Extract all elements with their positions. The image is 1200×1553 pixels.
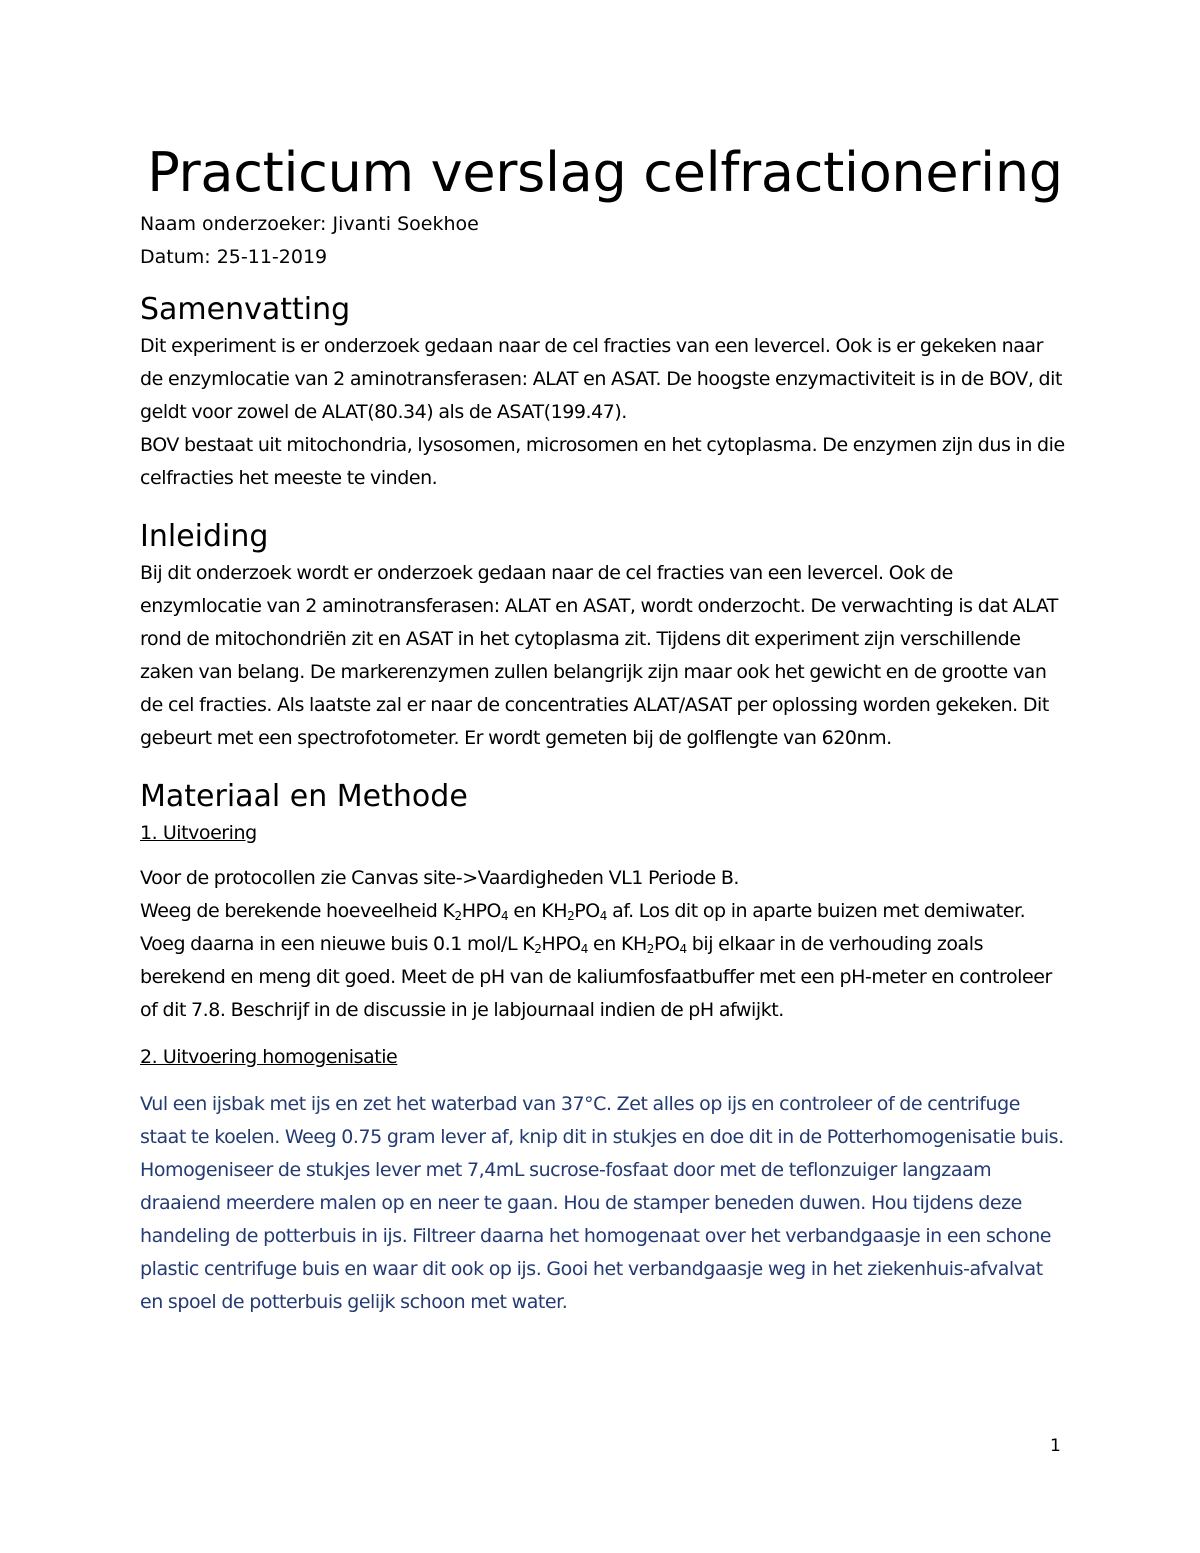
subheading-uitvoering-homogenisatie: 2. Uitvoering homogenisatie [140,1046,398,1068]
buffer-text-c: en KH [508,900,568,922]
samenvatting-paragraph-2: BOV bestaat uit mitochondria, lysosomen, microsomen en het cytoplasma. De enzymen zijn dus in die celfracties het meeste te vinden. [140,434,1065,489]
buffer-text-g: en KH [587,933,647,955]
document-title: Practicum verslag celfractionering [147,141,1063,204]
homogenisatie-paragraph: Vul een ijsbak met ijs en zet het waterbad van 37°C. Zet alles op ijs en controleer of de centrifuge staat te koelen. Weeg 0.75 gram lever af, knip dit in stukjes en doe dit in de Potterhomogenisatie buis. Homogeniseer de stukjes lever met 7,4mL sucrose-fosfaat door met de teflonzuiger langzaam draaiend meerdere malen op en neer te gaan. Hou de stamper beneden duwen. Hou tijdens deze handeling de potterbuis in ijs. Filtreer daarna het homogenaat over het verbandgaasje in een schone plastic centrifuge buis en waar dit ook op ijs. Gooi het verbandgaasje weg in het ziekenhuis-afvalvat en spoel de potterbuis gelijk schoon met water. [140,1093,1064,1313]
heading-samenvatting: Samenvatting [140,292,351,327]
subscript-4: 4 [599,909,607,923]
buffer-text-a: Weeg de berekende hoeveelheid K [140,900,455,922]
report-date: Datum: 25-11-2019 [140,246,328,268]
subscript-2: 2 [534,942,542,956]
researcher-name: Naam onderzoeker: Jivanti Soekhoe [140,213,479,235]
page-number: 1 [1050,1436,1061,1456]
subscript-4: 4 [679,942,687,956]
buffer-text-d: PO [574,900,600,922]
inleiding-paragraph: Bij dit onderzoek wordt er onderzoek gedaan naar de cel fracties van een levercel. Ook de enzymlocatie van 2 aminotransferasen: ALAT en ASAT, wordt onderzocht. De verwachting is dat ALAT rond de mitochondriën zit en ASAT in het cytoplasma zit. Tijdens dit experiment zijn verschillende zaken van belang. De markerenzymen zullen belangrijk zijn maar ook het gewicht en de grootte van de cel fracties. Als laatste zal er naar de concentraties ALAT/ASAT per oplossing worden gekeken. Dit gebeurt met een spectrofotometer. Er wordt gemeten bij de golflengte van 620nm. [140,562,1058,749]
heading-materiaal-methode: Materiaal en Methode [140,779,468,814]
methode-buffer-paragraph [140,895,1070,1027]
subscript-2: 2 [567,909,575,923]
subscript-4: 4 [580,942,588,956]
heading-inleiding: Inleiding [140,519,269,554]
document-page [140,138,1070,1319]
buffer-text-b: HPO [461,900,502,922]
subscript-4: 4 [501,909,509,923]
samenvatting-paragraph-1: Dit experiment is er onderzoek gedaan naar de cel fracties van een levercel. Ook is er gekeken naar de enzymlocatie van 2 aminotransferasen: ALAT en ASAT. De hoogste enzymactiviteit is in de BOV, dit geldt voor zowel de ALAT(80.34) als de ASAT(199.47). [140,335,1062,423]
subheading-uitvoering: 1. Uitvoering [140,822,257,844]
buffer-text-i: bij elkaar in de verhouding zoals berekend en meng dit goed. Meet de pH van de kaliumfosfaatbuffer met een pH-meter en controleer of dit 7.8. Beschrijf in de discussie in je labjournaal indien de pH afwijkt. [140,933,1052,1021]
methode-protocol-paragraph: Voor de protocollen zie Canvas site->Vaardigheden VL1 Periode B. [140,867,740,889]
buffer-text-f: HPO [541,933,581,955]
subscript-2: 2 [454,909,462,923]
subscript-2: 2 [646,942,654,956]
buffer-text-h: PO [653,933,680,955]
buffer-text-e: af. Los dit op in aparte buizen met demiwater. Voeg daarna in een nieuwe buis 0.1 mol/L K [140,900,1026,955]
